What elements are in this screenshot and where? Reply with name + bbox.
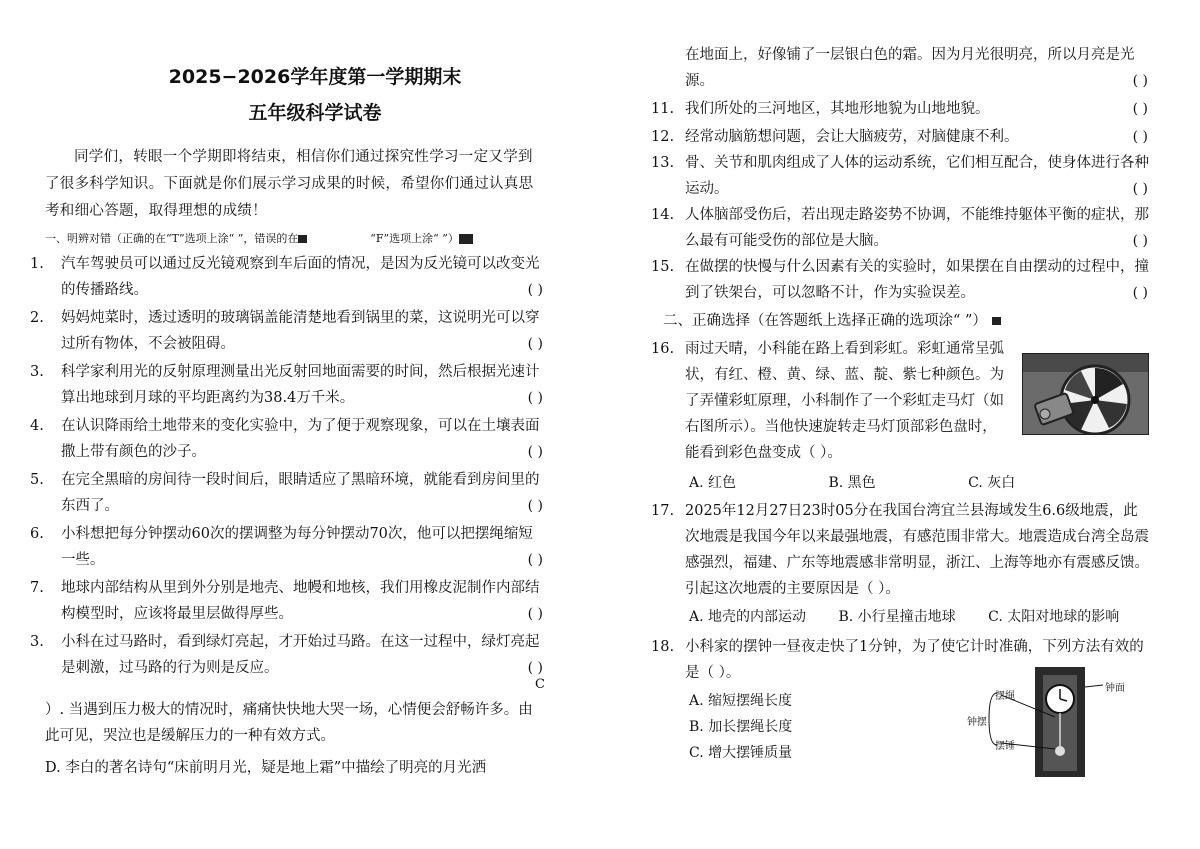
- question-number: 18.: [651, 639, 675, 655]
- question-number: 11.: [651, 101, 675, 117]
- true-false-question: [30, 521, 545, 573]
- q16-options: [655, 470, 1150, 496]
- question-number: 5.: [30, 472, 44, 488]
- left-column: [30, 60, 545, 781]
- title-line-1: 2025−2026学年度第一学期期末: [168, 66, 462, 88]
- answer-paren[interactable]: ( ): [527, 606, 543, 622]
- question-text: 妈妈炖菜时，透过透明的玻璃锅盖能清楚地看到锅里的菜，这说明光可以穿过所有物体，不会被阻碍。: [61, 310, 540, 352]
- option-b[interactable]: B. 黑色: [828, 475, 876, 491]
- answer-paren[interactable]: ( ): [527, 444, 543, 460]
- question-text: 骨、关节和肌肉组成了人体的运动系统，它们相互配合，使身体进行各种运动。: [685, 155, 1149, 197]
- question-text: 在做摆的快慢与什么因素有关的实验时，如果摆在自由摆动的过程中，撞到了铁架台，可以忽略不计，作为实验误差。: [685, 259, 1149, 301]
- section-2-text: 二、正确选择（在答题纸上选择正确的选项涂“ ”）: [663, 313, 987, 329]
- answer-paren[interactable]: ( ): [527, 660, 543, 676]
- true-false-question: [30, 413, 545, 465]
- question-number: 1.: [30, 256, 44, 272]
- answer-paren[interactable]: ( ): [1132, 233, 1148, 249]
- question-text: 汽车驾驶员可以通过反光镜观察到车后面的情况，是因为反光镜可以改变光的传播路线。: [61, 256, 540, 298]
- section-1-heading: [45, 229, 545, 249]
- question-text: 小科家的摆钟一昼夜走快了1分钟，为了使它计时准确，下列方法有效的是（ ）。: [685, 639, 1144, 681]
- question-text: 2025年12月27日23时05分在我国台湾宜兰县海域发生6.6级地震，此次地震是我国今年以来最强地震，有感范围非常大。地震造成台湾全岛震感强烈，福建、广东等地震感非常明显，浙江、上海等地亦有震感反馈。引起这次地震的主要原因是（ ）。: [685, 503, 1149, 597]
- answer-paren[interactable]: ( ): [527, 552, 543, 568]
- true-false-question: [651, 124, 1150, 150]
- true-false-question: [30, 467, 545, 519]
- option-a[interactable]: A. 红色: [689, 475, 737, 491]
- true-false-question: [30, 575, 545, 627]
- right-question-list: [651, 96, 1150, 306]
- fragment-2: D. 李白的著名诗句“床前明月光，疑是地上霜”中描绘了明亮的月光洒: [45, 760, 487, 776]
- continued-text: 在地面上，好像铺了一层银白色的霜。因为月光很明亮，所以月亮是光源。: [685, 47, 1135, 89]
- true-false-question: [30, 305, 545, 357]
- section-1-tail: “F”选项上涂“ ”）: [370, 232, 459, 245]
- label-pendulum-bob: 摆锤: [995, 741, 1015, 752]
- question-text: 人体脑部受伤后，若出现走路姿势不协调，不能维持躯体平衡的症状，那么最有可能受伤的部位是大脑。: [685, 207, 1149, 249]
- q17-options: [655, 604, 1150, 630]
- question-text: 在完全黑暗的房间待一段时间后，眼睛适应了黑暗环境，就能看到房间里的东西了。: [61, 472, 540, 514]
- question-number: 4.: [30, 418, 44, 434]
- intro-paragraph: 同学们，转眼一个学期即将结束，相信你们通过探究性学习一定又学到了很多科学知识。下面就是你们展示学习成果的时候，希望你们通过认真思考和细心答题，取得理想的成绩！: [45, 149, 534, 219]
- question-number: 12.: [651, 129, 675, 145]
- question-text: 我们所处的三河地区，其地形地貌为山地地貌。: [685, 101, 990, 117]
- true-false-question: [30, 359, 545, 411]
- option-a[interactable]: A. 地壳的内部运动: [689, 609, 807, 625]
- answer-mark-icon: [992, 317, 1001, 325]
- question-number: 16.: [651, 341, 675, 357]
- question-number: 15.: [651, 259, 675, 275]
- answer-paren[interactable]: ( ): [1132, 129, 1148, 145]
- option-b[interactable]: B. 加长摆绳长度: [689, 719, 793, 735]
- question-number: 6.: [30, 526, 44, 542]
- rainbow-lamp-image: [1022, 353, 1149, 435]
- true-false-question: [30, 251, 545, 303]
- fragment-1: ）. 当遇到压力极大的情况时，痛痛快快地大哭一场，心情便会舒畅许多。由此可见，哭泣也是缓解压力的一种有效方式。: [45, 702, 533, 744]
- question-text: 小科想把每分钟摆动60次的摆调整为每分钟摆动70次，他可以把摆绳缩短一些。: [61, 526, 533, 568]
- question-number: 17.: [651, 503, 675, 519]
- answer-paren[interactable]: ( ): [527, 498, 543, 514]
- true-false-question: [30, 629, 545, 681]
- stray-c: C: [535, 677, 545, 692]
- question-number: 3.: [30, 364, 44, 380]
- question-text: 雨过天晴，小科能在路上看到彩虹。彩虹通常呈弧状，有红、橙、黄、绿、蓝、靛、紫七种颜色。为了弄懂彩虹原理，小科制作了一个彩虹走马灯（如右图所示）。当他快速旋转走马灯顶部彩色盘时，能看到彩色盘变成（ ）。: [685, 341, 1004, 461]
- true-false-question: [651, 254, 1150, 306]
- stray-row: [45, 677, 545, 697]
- label-pendulum: 钟摆: [967, 717, 987, 728]
- pendulum-clock-diagram: [965, 665, 1135, 780]
- section-2-heading: [655, 308, 1150, 334]
- answer-paren[interactable]: ( ): [527, 336, 543, 352]
- true-false-question: [651, 202, 1150, 254]
- question-17: [651, 498, 1150, 602]
- left-question-list: [30, 251, 545, 681]
- question-number: 13.: [651, 155, 675, 171]
- section-1-text: 一、明辨对错（正确的在“T”选项上涂“ ”，错误的在: [45, 232, 299, 245]
- answer-paren[interactable]: ( ): [1132, 285, 1148, 301]
- option-b[interactable]: B. 小行星撞击地球: [838, 609, 956, 625]
- answer-paren[interactable]: ( ): [527, 282, 543, 298]
- answer-paren[interactable]: ( ): [527, 390, 543, 406]
- continued-question: [655, 42, 1150, 94]
- answer-paren[interactable]: ( ): [1132, 181, 1148, 197]
- answer-mark-icon: [298, 235, 307, 243]
- option-c[interactable]: C. 增大摆锤质量: [689, 745, 793, 761]
- question-number: 7.: [30, 580, 44, 596]
- answer-paren[interactable]: ( ): [1132, 101, 1148, 117]
- answer-paren[interactable]: ( ): [1132, 73, 1148, 89]
- option-c[interactable]: C. 灰白: [968, 475, 1016, 491]
- answer-mark-icon: [459, 234, 473, 244]
- option-a[interactable]: A. 缩短摆绳长度: [689, 693, 793, 709]
- label-pendulum-rope: 摆绳: [995, 691, 1015, 702]
- title-line-2: 五年级科学试卷: [248, 102, 382, 124]
- question-text: 地球内部结构从里到外分别是地壳、地幔和地核，我们用橡皮泥制作内部结构模型时，应该将最里层做得厚些。: [61, 580, 540, 622]
- question-number: 2.: [30, 310, 44, 326]
- question-number: 3.: [30, 634, 44, 650]
- question-text: 科学家利用光的反射原理测量出光反射回地面需要的时间，然后根据光速计算出地球到月球的平均距离约为38.4万千米。: [61, 364, 540, 406]
- true-false-question: [651, 150, 1150, 202]
- question-text: 在认识降雨给土地带来的变化实验中，为了便于观察现象，可以在土壤表面撒上带有颜色的沙子。: [61, 418, 540, 460]
- true-false-question: [651, 96, 1150, 122]
- question-text: 经常动脑筋想问题，会让大脑疲劳，对脑健康不利。: [685, 129, 1019, 145]
- question-text: 小科在过马路时，看到绿灯亮起，才开始过马路。在这一过程中，绿灯亮起是刺激，过马路的行为则是反应。: [61, 634, 540, 676]
- option-c[interactable]: C. 太阳对地球的影响: [988, 609, 1120, 625]
- question-number: 14.: [651, 207, 675, 223]
- label-clock-face: 钟面: [1105, 683, 1125, 694]
